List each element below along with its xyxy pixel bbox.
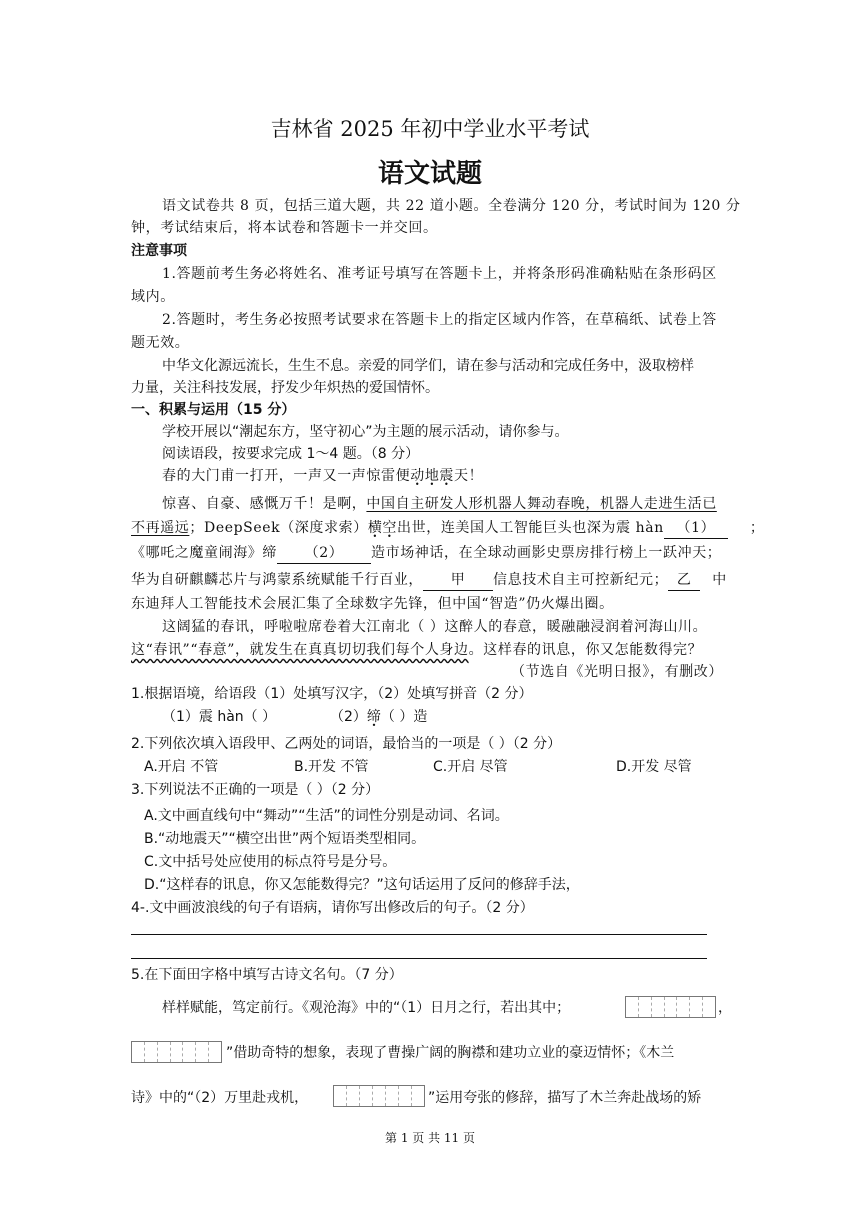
question-5-line-3-end: ”运用夸张的修辞，描写了木兰奔赴战场的矫 — [428, 1090, 702, 1106]
question-2: 2.下列依次填入语段甲、乙两处的词语，最恰当的一项是（ ）（2 分） — [131, 736, 562, 752]
passage-text: 。这样春的讯息，你又怎能数得完？ — [468, 642, 703, 658]
passage-text: 春的大门甫一打开，一声又一声惊雷便 — [162, 468, 411, 484]
notice-heading: 注意事项 — [131, 243, 187, 259]
passage-text: 造市场神话，在全球动画影史票房排行榜上一跃冲天； — [371, 545, 722, 561]
notice-item-1-line-2: 域内。 — [131, 289, 175, 305]
dotted-char: 动 — [410, 468, 425, 484]
intro-line-2: 钟，考试结束后，将本试卷和答题卡一并交回。 — [131, 220, 438, 236]
q1-part2-label: （2） — [330, 709, 367, 725]
answer-line-1[interactable] — [131, 934, 707, 935]
exam-subject-title: 语文试题 — [377, 159, 482, 189]
dotted-char: 震 — [439, 468, 455, 484]
dotted-char: 横 — [367, 520, 383, 536]
question-3: 3.下列说法不正确的一项是（ ）（2 分） — [131, 782, 380, 798]
passage-p2-line-3 — [131, 543, 721, 564]
question-2-option-d[interactable]: D.开发 尽管 — [616, 759, 692, 775]
notice-item-2-line-2: 题无效。 — [131, 335, 190, 351]
passage-text: ； — [749, 520, 765, 536]
question-1-part-2 — [330, 707, 427, 727]
blank-jia[interactable]: 甲 — [423, 570, 493, 591]
blank-yi[interactable]: 乙 — [668, 570, 700, 591]
section-1-heading: 一、积累与运用（15 分） — [131, 402, 296, 418]
blank-1[interactable]: （1） — [664, 518, 728, 539]
passage-text: 《哪吒之魔童闹海》缔 — [131, 545, 277, 561]
passage-text: 中 — [712, 572, 727, 588]
question-1-part-1: （1）震 hàn（ ） — [162, 709, 277, 725]
dotted-char: 缔 — [366, 709, 381, 725]
passage-p1 — [162, 466, 483, 486]
passage-p3-line-1: 这阔猛的春讯，呼啦啦席卷着大江南北（ ）这醉人的春意，暖融融浸润着河海山川。 — [162, 619, 708, 635]
passage-text: 信息技术自主可控新纪元； — [493, 572, 669, 588]
dotted-char: 地 — [424, 468, 440, 484]
tianzige-grid-3[interactable] — [333, 1085, 425, 1107]
question-5: 5.在下面田字格中填写古诗文名句。（7 分） — [131, 967, 403, 983]
passage-text: 惊喜、自豪、感慨万千！是啊， — [162, 496, 367, 512]
notice-item-2-line-1: 2.答题时，考生务必按照考试要求在答题卡上的指定区域内作答，在草稿纸、试卷上答 — [162, 312, 717, 328]
preface-line-1: 中华文化源远流长，生生不息。亲爱的同学们，请在参与活动和完成任务中，汲取榜样 — [162, 358, 694, 374]
question-3-option-b[interactable]: B.“动地震天”“横空出世”两个短语类型相同。 — [144, 831, 426, 847]
passage-source: （节选自《光明日报》，有删改） — [511, 664, 723, 680]
underlined-sentence: 中国自主研发人形机器人舞动春晚，机器人走进生活已 — [366, 496, 717, 512]
passage-p2-line-1 — [162, 494, 717, 514]
instruction-line: 阅读语段，按要求完成 1～4 题。（8 分） — [162, 446, 420, 462]
dotted-char: 空 — [382, 520, 398, 536]
question-5-comma: ， — [718, 1000, 732, 1016]
activity-line: 学校开展以“潮起东方，坚守初心”为主题的展示活动，请你参与。 — [162, 424, 569, 440]
question-3-option-d[interactable]: D.“这样春的讯息，你又怎能数得完？”这句话运用了反问的修辞手法， — [144, 877, 580, 893]
question-2-option-b[interactable]: B.开发 不管 — [294, 759, 369, 775]
question-2-option-a[interactable]: A.开启 不管 — [144, 759, 219, 775]
preface-line-2: 力量，关注科技发展，抒发少年炽热的爱国情怀。 — [131, 380, 439, 396]
tianzige-grid-1[interactable] — [625, 996, 716, 1018]
question-5-line-1: 样样赋能，笃定前行。《观沧海》中的“（1）日月之行，若出其中； — [162, 1000, 571, 1016]
blank-2[interactable]: （2） — [277, 543, 371, 564]
q1-part2-blank: （ ）造 — [380, 709, 428, 725]
question-4: 4-.文中画波浪线的句子有语病，请你写出修改后的句子。（2 分） — [131, 900, 534, 916]
passage-p2-line-4 — [131, 570, 727, 591]
question-5-line-3: 诗》中的“（2）万里赴戎机， — [131, 1090, 309, 1106]
passage-text: 出世，连美国人工智能巨头也深为震 hàn — [397, 520, 664, 536]
intro-line-1: 语文试卷共 8 页，包括三道大题，共 22 道小题。全卷满分 120 分，考试时间为 120 分 — [162, 198, 741, 214]
wavy-sentence: 这“春讯”“春意”，就发生在真真切切我们每个人身边 — [131, 642, 469, 658]
page-footer: 第 1 页 共 11 页 — [385, 1131, 475, 1145]
passage-text: 天！ — [454, 468, 484, 484]
question-3-option-c[interactable]: C.文中括号处应使用的标点符号是分号。 — [144, 854, 397, 870]
passage-p2-line-2 — [131, 518, 764, 539]
exam-title: 吉林省 2025 年初中学业水平考试 — [270, 117, 590, 141]
answer-line-2[interactable] — [131, 958, 707, 959]
passage-text: 华为自研麒麟芯片与鸿蒙系统赋能千行百业， — [131, 572, 423, 588]
passage-p2-line-5: 东迪拜人工智能技术会展汇集了全球数字先锋，但中国“智造”仍火爆出圈。 — [131, 596, 614, 612]
passage-text: ；DeepSeek（深度求索） — [189, 520, 368, 536]
passage-p3-line-2 — [131, 640, 702, 660]
question-3-option-a[interactable]: A.文中画直线句中“舞动”“生活”的词性分别是动词、名词。 — [144, 808, 509, 824]
underlined-sentence: 不再遥远 — [131, 520, 190, 536]
tianzige-grid-2[interactable] — [131, 1041, 222, 1063]
question-5-line-2: ”借助奇特的想象，表现了曹操广阔的胸襟和建功立业的豪迈情怀；《木兰 — [226, 1045, 675, 1061]
question-1: 1.根据语境，给语段（1）处填写汉字，（2）处填写拼音（2 分） — [131, 686, 533, 702]
notice-item-1-line-1: 1.答题前考生务必将姓名、准考证号填写在答题卡上，并将条形码准确粘贴在条形码区 — [162, 266, 717, 282]
question-2-option-c[interactable]: C.开启 尽管 — [433, 759, 508, 775]
